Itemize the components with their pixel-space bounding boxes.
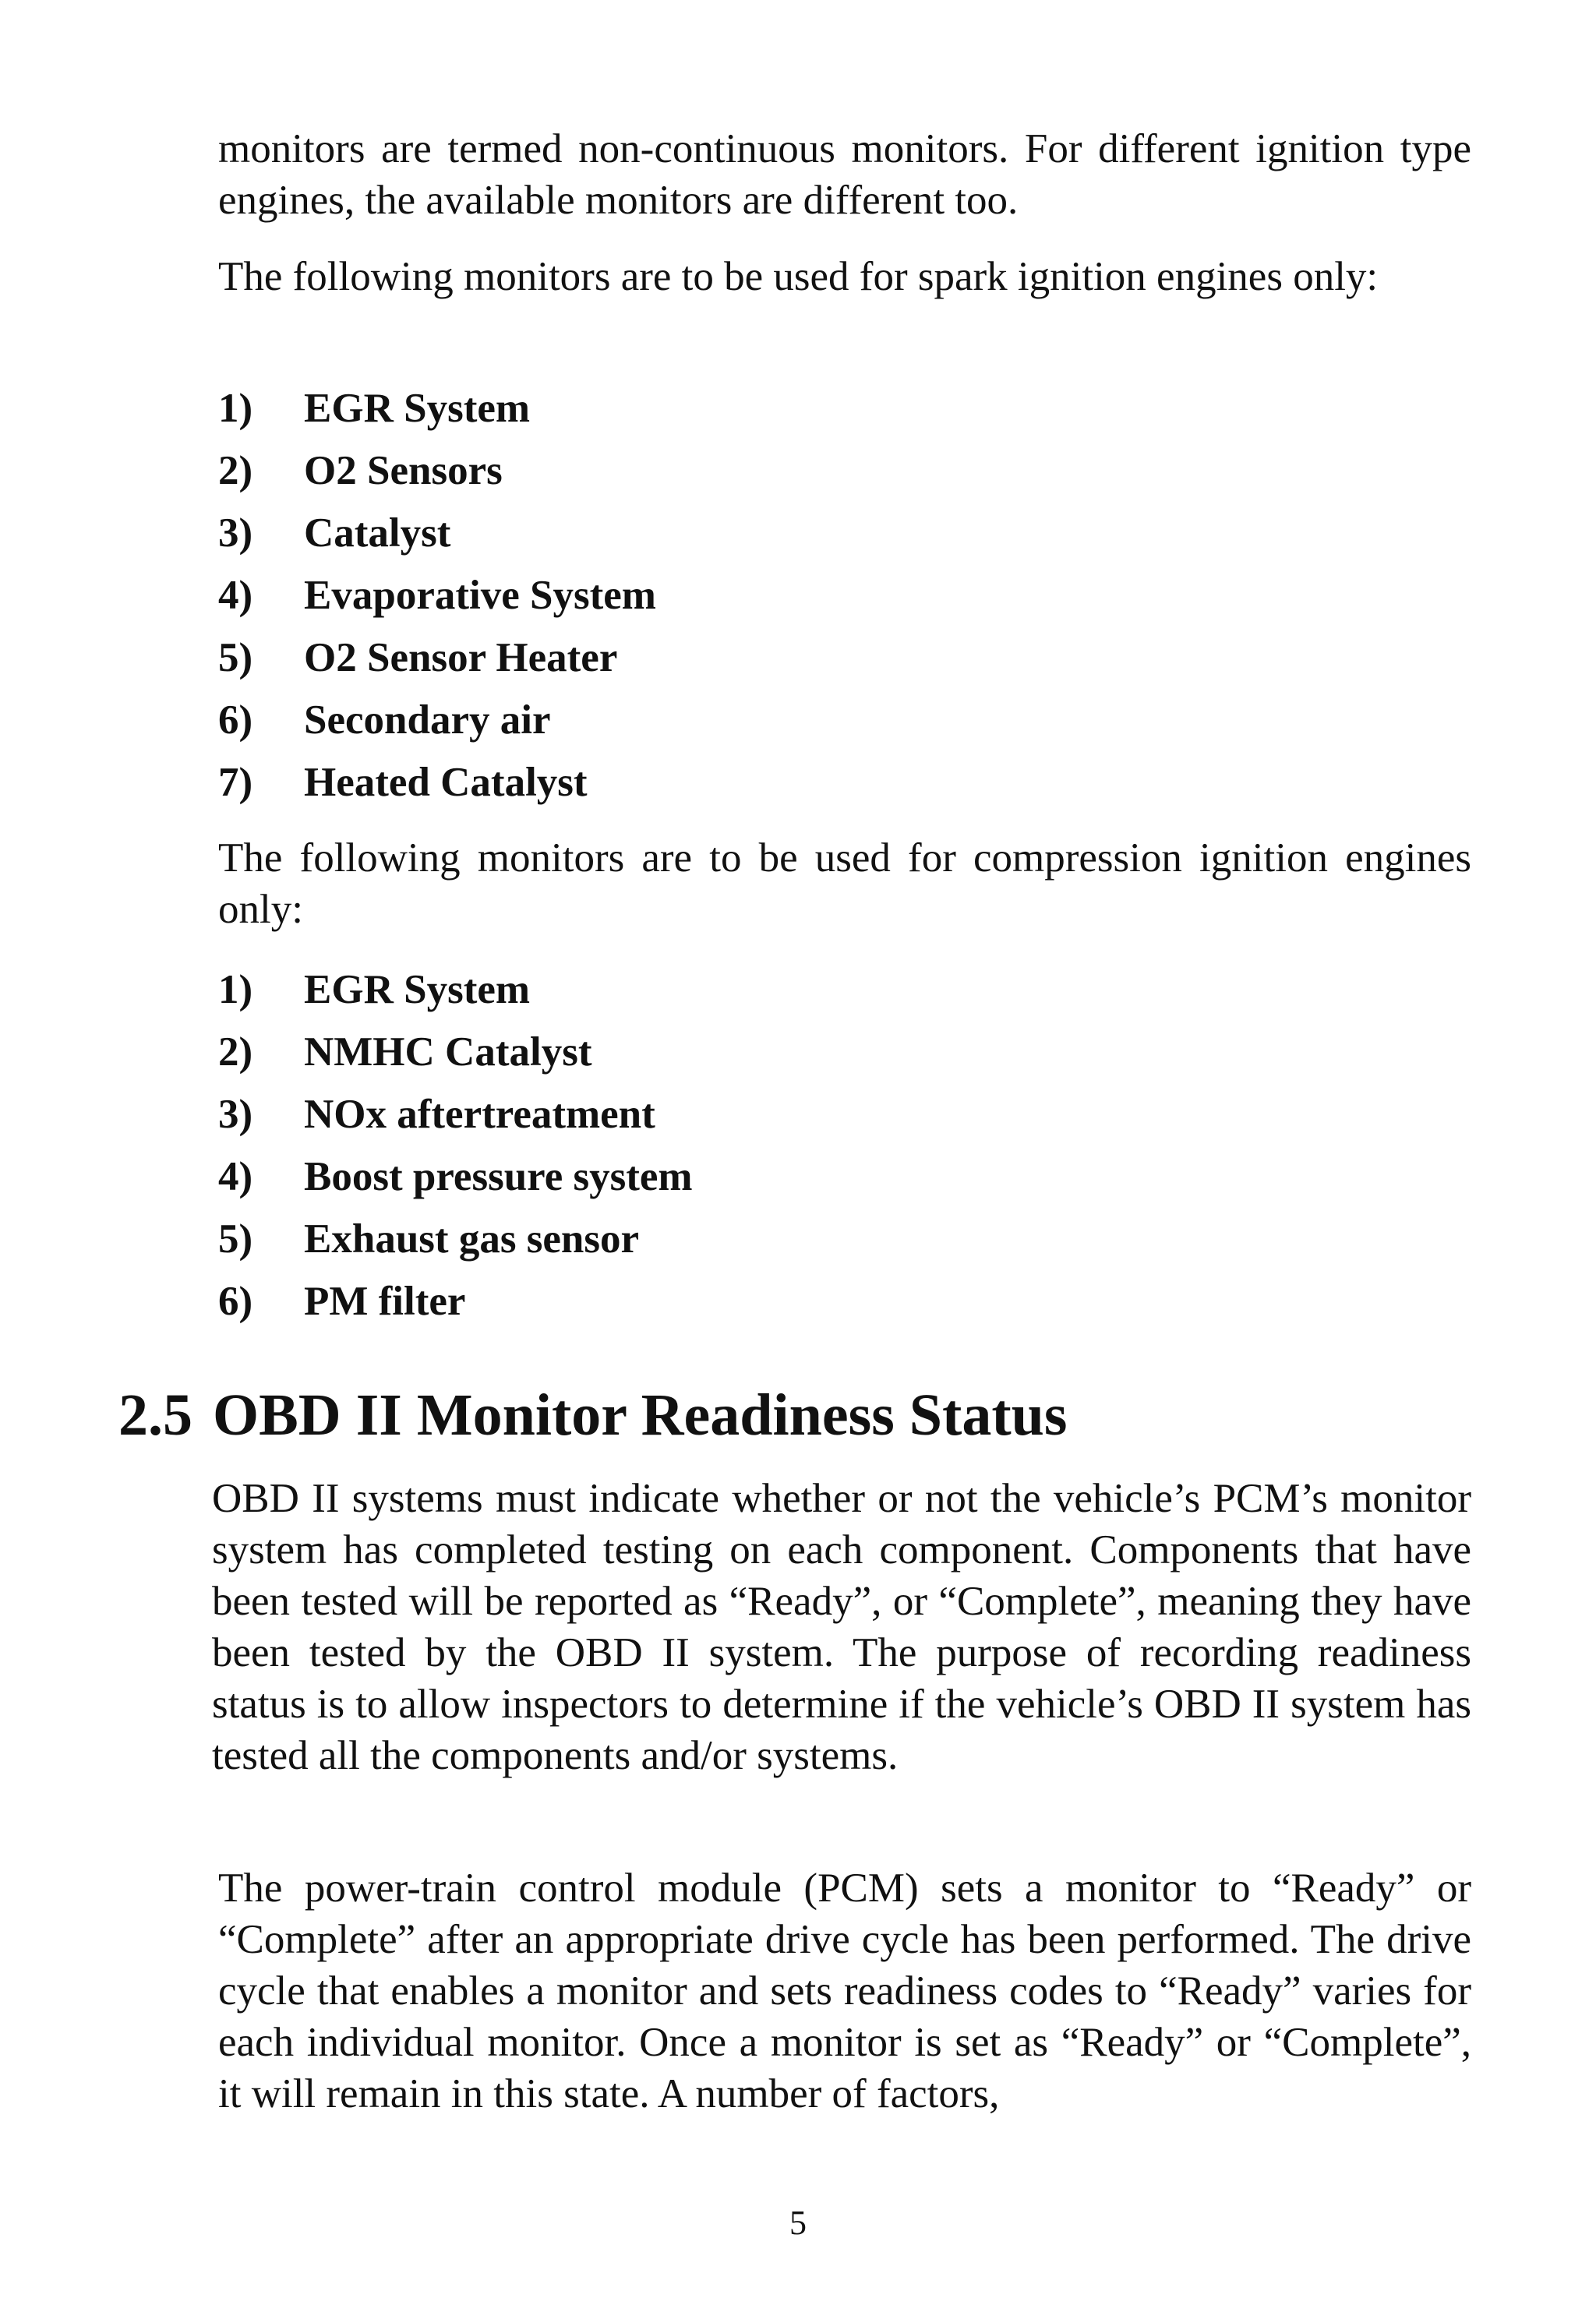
list-item-number: 4) xyxy=(218,1154,253,1199)
list-item xyxy=(218,439,1471,502)
list-item-label: NMHC Catalyst xyxy=(304,1029,592,1075)
list-item-number: 1) xyxy=(218,386,253,431)
list-item-number: 5) xyxy=(218,1216,253,1262)
list-item xyxy=(218,502,1471,564)
list-item xyxy=(218,958,1471,1021)
list-item-number: 2) xyxy=(218,1029,253,1075)
list-item xyxy=(218,564,1471,627)
readiness-paragraph-1: OBD II systems must indicate whether or not the vehicle’s PCM’s monitor system has completed testing on each component. Components that have been tested will be reported as “Ready”, or “Complete”, meaning they have been tested by the OBD II system. The purpose of recording readiness status is to allow inspectors to determine if the vehicle’s OBD II system has tested all the components and/or systems. xyxy=(212,1476,1471,1778)
list-item xyxy=(218,1270,1471,1333)
list-item xyxy=(218,751,1471,814)
section-heading xyxy=(118,1379,1068,1451)
list-item-number: 6) xyxy=(218,1279,253,1324)
list-item-label: EGR System xyxy=(304,386,531,431)
list-item-label: O2 Sensors xyxy=(304,448,503,493)
list-item xyxy=(218,1083,1471,1145)
list-item-number: 2) xyxy=(218,448,253,493)
list-item-label: Exhaust gas sensor xyxy=(304,1216,639,1262)
list-item-label: O2 Sensor Heater xyxy=(304,635,618,680)
list-item xyxy=(218,1145,1471,1208)
list-item-label: Catalyst xyxy=(304,510,451,556)
list-item xyxy=(218,1208,1471,1270)
compression-ignition-monitor-list xyxy=(218,958,1471,1333)
spark-ignition-lead-paragraph: The following monitors are to be used for spark ignition engines only: xyxy=(218,254,1379,299)
list-item-label: PM filter xyxy=(304,1279,466,1324)
compression-ignition-lead-paragraph: The following monitors are to be used for compression ignition engines only: xyxy=(218,835,1471,932)
spark-ignition-monitor-list xyxy=(218,377,1471,814)
list-item-number: 5) xyxy=(218,635,253,680)
intro-paragraph: monitors are termed non-continuous monitors. For different ignition type engines, the available monitors are different too. xyxy=(218,126,1471,223)
list-item-label: Evaporative System xyxy=(304,573,656,618)
list-item-label: EGR System xyxy=(304,967,531,1012)
list-item-label: Boost pressure system xyxy=(304,1154,693,1199)
list-item-number: 1) xyxy=(218,967,253,1012)
list-item-number: 3) xyxy=(218,1092,253,1137)
page-number: 5 xyxy=(789,2204,807,2242)
list-item-number: 4) xyxy=(218,573,253,618)
section-title: OBD II Monitor Readiness Status xyxy=(213,1382,1068,1448)
list-item-number: 3) xyxy=(218,510,253,556)
list-item-label: NOx aftertreatment xyxy=(304,1092,655,1137)
list-item xyxy=(218,627,1471,689)
list-item xyxy=(218,377,1471,439)
list-item xyxy=(218,1021,1471,1083)
section-number: 2.5 xyxy=(118,1382,192,1448)
readiness-paragraph-2: The power-train control module (PCM) sets a monitor to “Ready” or “Complete” after an appropriate drive cycle has been performed. The drive cycle that enables a monitor and sets readiness codes to “Ready” varies for each individual monitor. Once a monitor is set as “Ready” or “Complete”, it will remain in this state. A number of factors, xyxy=(218,1866,1471,2116)
list-item-label: Heated Catalyst xyxy=(304,760,588,805)
list-item-label: Secondary air xyxy=(304,697,551,743)
list-item-number: 7) xyxy=(218,760,253,805)
list-item xyxy=(218,689,1471,751)
list-item-number: 6) xyxy=(218,697,253,743)
